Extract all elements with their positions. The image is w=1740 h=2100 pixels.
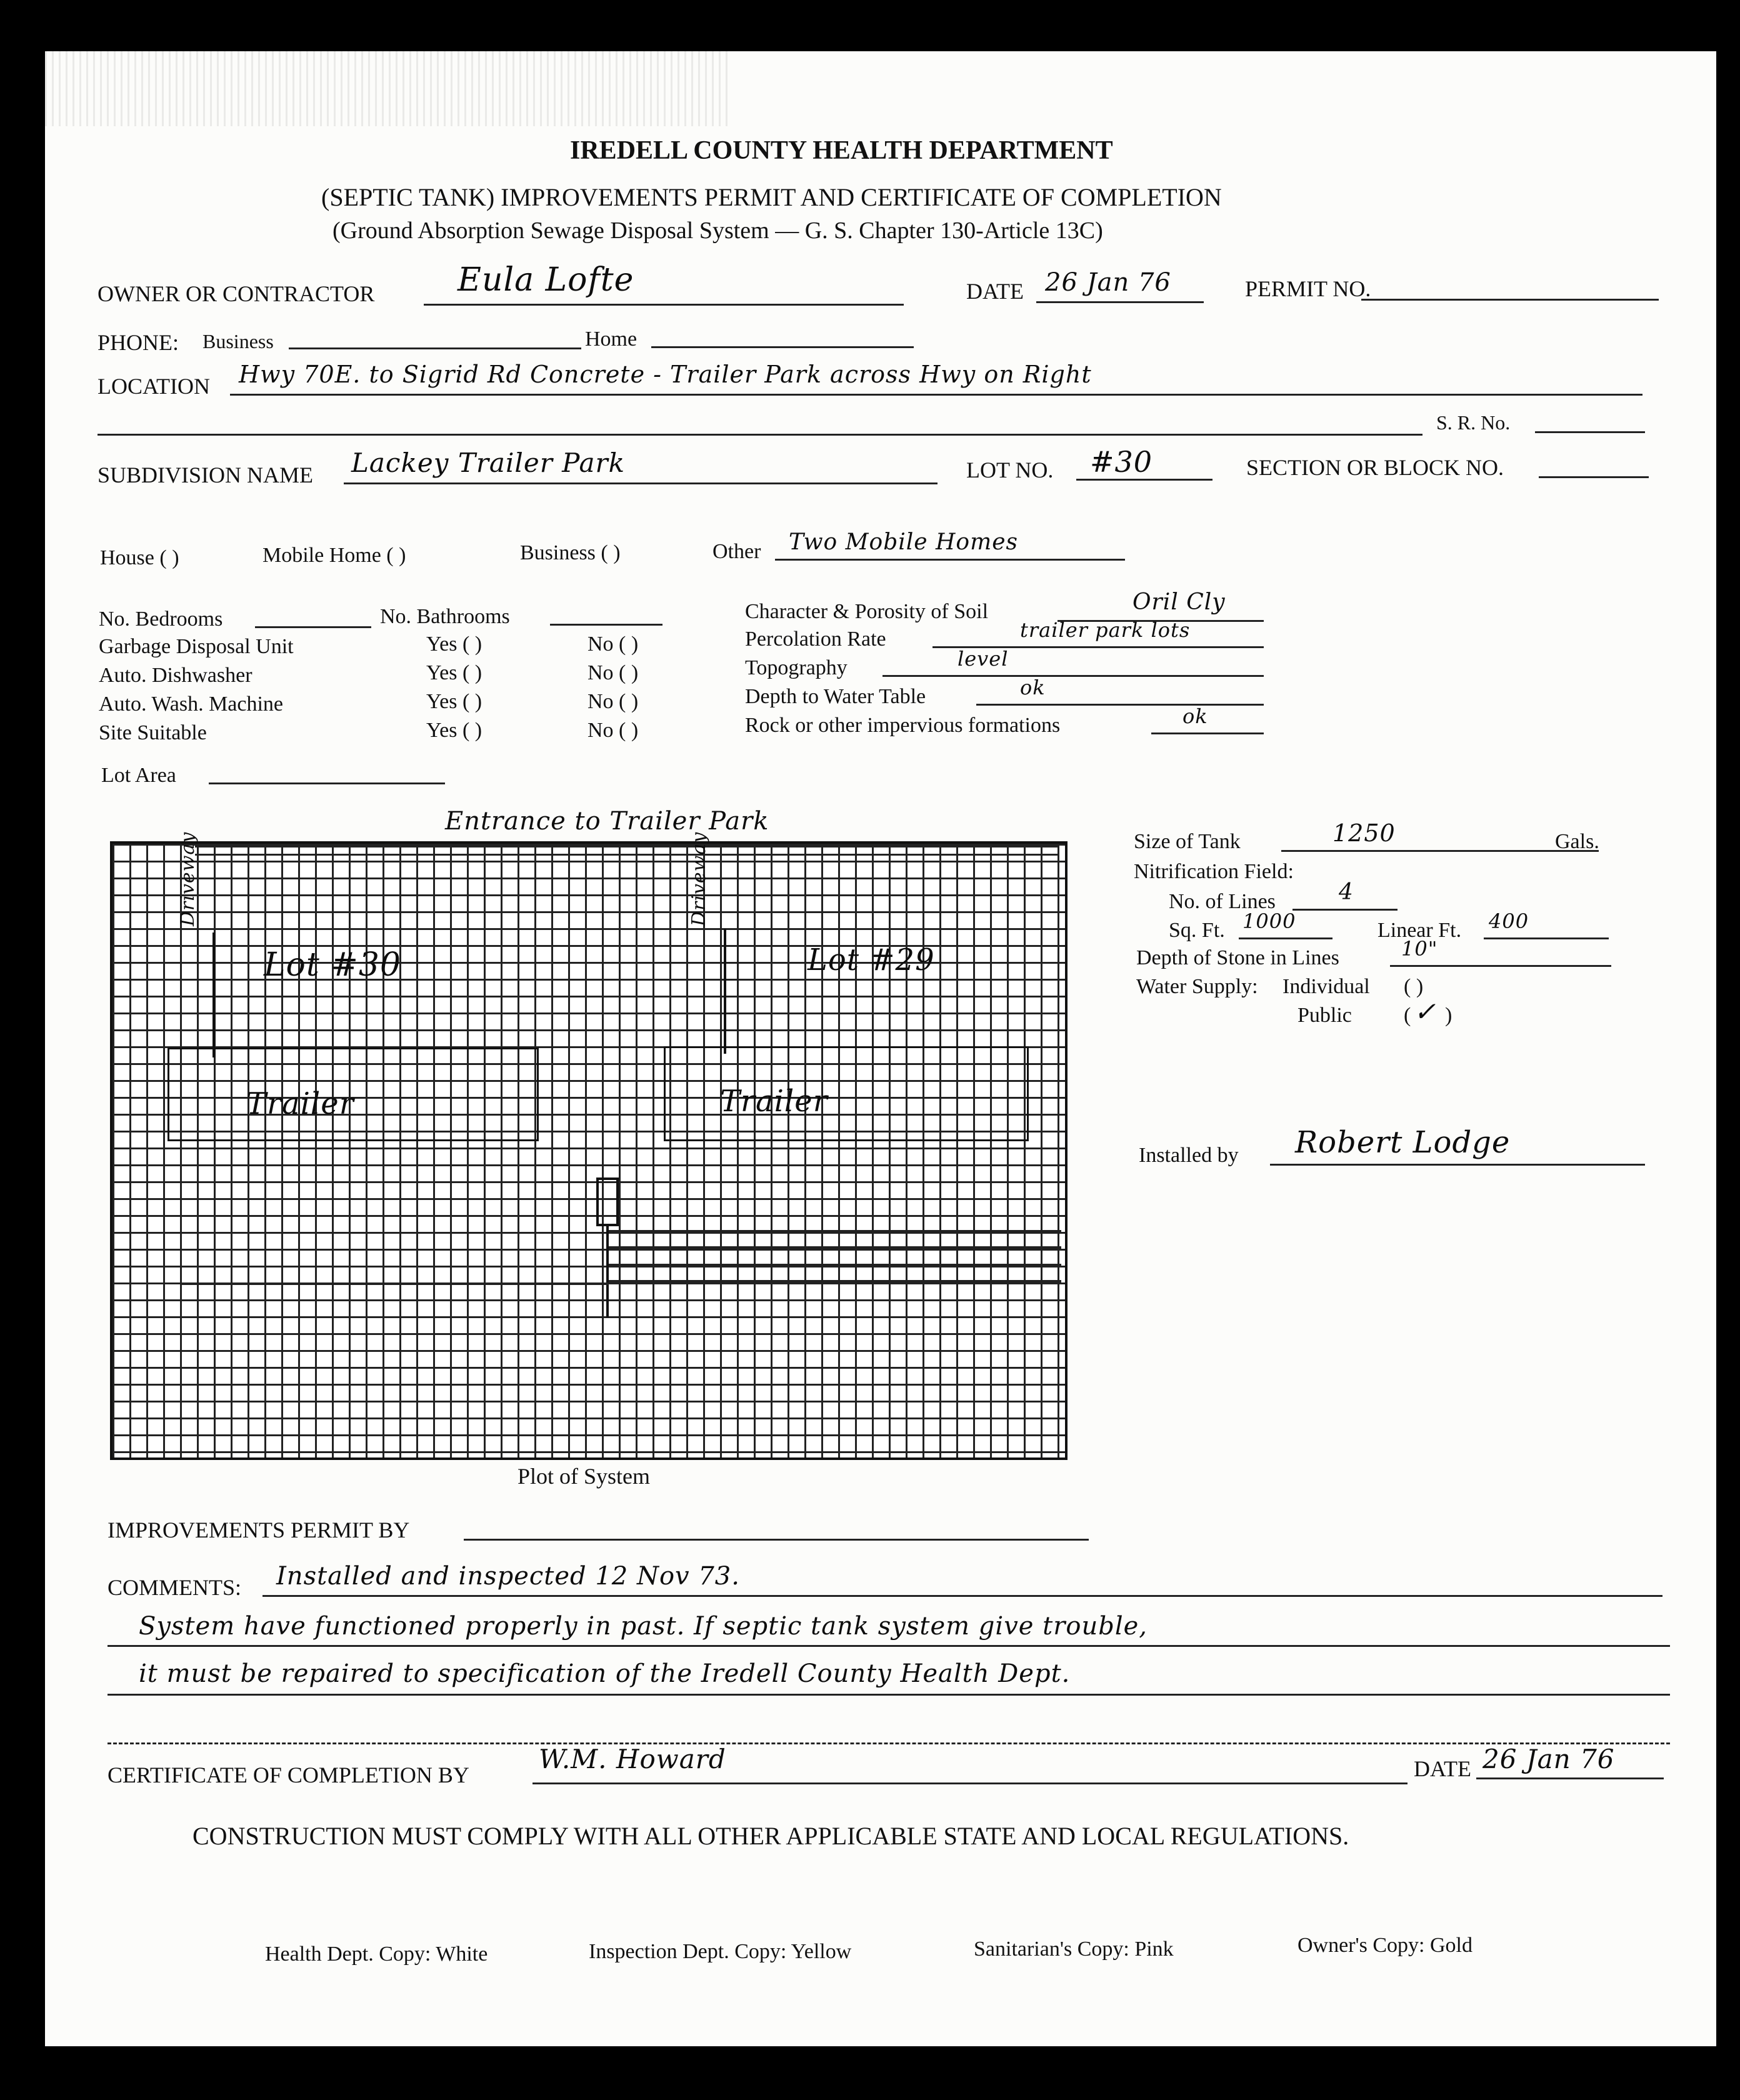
plot-trailer-right-label: Trailer xyxy=(720,1084,828,1119)
sr-no-label: S. R. No. xyxy=(1436,411,1511,434)
date-line xyxy=(1036,301,1204,303)
plot-field-line-1 xyxy=(609,1230,1061,1232)
other-value: Two Mobile Homes xyxy=(789,529,1018,555)
water-supply-label: Water Supply: xyxy=(1136,975,1258,998)
copy-owner: Owner's Copy: Gold xyxy=(1298,1934,1473,1957)
installed-by-label: Installed by xyxy=(1139,1144,1239,1167)
copy-inspection: Inspection Dept. Copy: Yellow xyxy=(589,1940,852,1963)
business-option: Business ( ) xyxy=(520,541,621,564)
plot-lot-left: Lot #30 xyxy=(264,946,402,984)
phone-business-label: Business xyxy=(202,330,274,352)
plot-driveway-right: Driveway xyxy=(688,831,710,926)
other-label: Other xyxy=(712,540,761,563)
form-subtitle: (Ground Absorption Sewage Disposal System — G. S. Chapter 130-Article 13C) xyxy=(332,218,1103,244)
lot-no-line xyxy=(1076,479,1212,481)
phone-label: PHONE: xyxy=(98,330,179,355)
lot-area-label: Lot Area xyxy=(101,764,176,787)
topography-value: level xyxy=(958,647,1009,671)
cert-date-value: 26 Jan 76 xyxy=(1482,1744,1615,1774)
certificate-by-line xyxy=(532,1782,1408,1784)
installed-by-line xyxy=(1270,1164,1645,1166)
lines-label: No. of Lines xyxy=(1169,890,1276,913)
permit-form xyxy=(45,51,1716,2046)
plot-entrance-road-2 xyxy=(195,854,1058,856)
plot-field-line-3 xyxy=(609,1264,1061,1266)
percolation-label: Percolation Rate xyxy=(745,628,886,651)
comments-line-1 xyxy=(262,1595,1662,1597)
plot-field-line-4 xyxy=(609,1280,1061,1282)
dishwasher-label: Auto. Dishwasher xyxy=(99,664,252,687)
lines-value: 4 xyxy=(1339,879,1354,905)
section-line xyxy=(1539,476,1649,478)
date-label: DATE xyxy=(966,279,1024,304)
bedrooms-line xyxy=(255,626,371,628)
sqft-line xyxy=(1239,938,1332,939)
location-line-2 xyxy=(98,434,1422,436)
certificate-by-label: CERTIFICATE OF COMPLETION BY xyxy=(108,1762,469,1788)
nitrification-label: Nitrification Field: xyxy=(1134,860,1294,883)
department-title: IREDELL COUNTY HEALTH DEPARTMENT xyxy=(570,136,1113,165)
rock-label: Rock or other impervious formations xyxy=(745,714,1061,737)
lot-no-value: #30 xyxy=(1090,445,1153,479)
water-individual-label: Individual xyxy=(1282,975,1370,998)
owner-label: OWNER OR CONTRACTOR xyxy=(98,281,375,306)
owner-value: Eula Lofte xyxy=(458,261,634,299)
stone-depth-label: Depth of Stone in Lines xyxy=(1136,946,1339,969)
permit-no-line xyxy=(1361,299,1659,301)
phone-home-line xyxy=(651,346,914,348)
linear-ft-line xyxy=(1484,938,1609,939)
location-value: Hwy 70E. to Sigrid Rd Concrete - Trailer Park across Hwy on Right xyxy=(239,361,1092,388)
water-public-open: ( xyxy=(1404,1004,1411,1027)
garbage-label: Garbage Disposal Unit xyxy=(99,635,294,658)
site-suitable-no: No ( ) xyxy=(588,719,639,742)
water-public-label: Public xyxy=(1298,1004,1352,1027)
stone-depth-value: 10" xyxy=(1401,937,1438,961)
date-value: 26 Jan 76 xyxy=(1045,268,1171,297)
comments-line-2 xyxy=(108,1645,1670,1647)
comments-label: COMMENTS: xyxy=(108,1575,242,1600)
dishwasher-yes: Yes ( ) xyxy=(426,661,482,684)
permit-no-label: PERMIT NO. xyxy=(1245,276,1371,301)
comments-value-1: Installed and inspected 12 Nov 73. xyxy=(276,1562,740,1591)
wash-machine-yes: Yes ( ) xyxy=(426,690,482,713)
improvements-by-line xyxy=(464,1539,1089,1541)
improvements-by-label: IMPROVEMENTS PERMIT BY xyxy=(108,1518,410,1542)
subdivision-value: Lackey Trailer Park xyxy=(351,448,626,478)
garbage-yes: Yes ( ) xyxy=(426,632,482,656)
plot-lot-right: Lot #29 xyxy=(808,942,935,978)
linear-ft-value: 400 xyxy=(1489,909,1529,933)
copy-sanitarian: Sanitarian's Copy: Pink xyxy=(974,1938,1174,1961)
wash-machine-no: No ( ) xyxy=(588,690,639,713)
owner-line xyxy=(424,304,904,306)
subdivision-label: SUBDIVISION NAME xyxy=(98,462,314,488)
site-suitable-yes: Yes ( ) xyxy=(426,719,482,742)
comments-line-3 xyxy=(108,1694,1670,1696)
dishwasher-no: No ( ) xyxy=(588,661,639,684)
garbage-no: No ( ) xyxy=(588,632,639,656)
mobile-home-option: Mobile Home ( ) xyxy=(262,544,406,567)
plot-tank-pipe xyxy=(606,1224,611,1318)
sqft-label: Sq. Ft. xyxy=(1169,919,1225,942)
plot-caption: Plot of System xyxy=(518,1464,651,1489)
lot-area-line xyxy=(209,782,445,784)
other-line xyxy=(775,559,1125,561)
lot-no-label: LOT NO. xyxy=(966,458,1054,482)
percolation-value: trailer park lots xyxy=(1020,618,1191,642)
bathrooms-label: No. Bathrooms xyxy=(380,605,510,628)
topography-line xyxy=(882,675,1264,677)
gals-label: Gals. xyxy=(1555,830,1599,853)
plot-grid xyxy=(110,841,1068,1460)
rock-value: ok xyxy=(1182,704,1208,728)
location-line-1 xyxy=(230,394,1642,396)
site-suitable-label: Site Suitable xyxy=(99,721,207,744)
tank-size-label: Size of Tank xyxy=(1134,830,1241,853)
soil-value: Oril Cly xyxy=(1132,589,1226,615)
water-table-value: ok xyxy=(1020,676,1046,699)
bathrooms-line xyxy=(550,624,662,626)
copy-health: Health Dept. Copy: White xyxy=(265,1942,488,1966)
comments-value-3: it must be repaired to specification of the Iredell County Health Dept. xyxy=(139,1659,1071,1688)
water-public-mark: ✓ xyxy=(1414,996,1437,1027)
cert-date-label: DATE xyxy=(1414,1756,1471,1781)
location-label: LOCATION xyxy=(98,374,210,399)
subdivision-line xyxy=(344,482,938,484)
wash-machine-label: Auto. Wash. Machine xyxy=(99,692,284,716)
plot-entrance-road xyxy=(195,845,1058,848)
form-title: (SEPTIC TANK) IMPROVEMENTS PERMIT AND CERTIFICATE OF COMPLETION xyxy=(321,183,1222,211)
sqft-value: 1000 xyxy=(1242,909,1296,933)
topography-label: Topography xyxy=(745,656,848,679)
installed-by-value: Robert Lodge xyxy=(1295,1125,1511,1160)
plot-trailer-right xyxy=(664,1046,1029,1141)
phone-business-line xyxy=(289,348,581,349)
plot-trailer-left-label: Trailer xyxy=(246,1086,354,1121)
comments-value-2: System have functioned properly in past. If septic tank system give trouble, xyxy=(139,1612,1148,1641)
phone-home-label: Home xyxy=(585,328,638,351)
tank-size-value: 1250 xyxy=(1332,819,1396,847)
cert-date-line xyxy=(1476,1778,1664,1779)
plot-septic-tank xyxy=(596,1178,619,1226)
linear-ft-label: Linear Ft. xyxy=(1378,919,1462,942)
rock-line xyxy=(1151,732,1264,734)
section-label: SECTION OR BLOCK NO. xyxy=(1246,455,1504,480)
water-table-line xyxy=(976,704,1264,706)
certificate-by-value: W.M. Howard xyxy=(539,1744,726,1774)
tank-size-line xyxy=(1281,850,1599,852)
water-individual-check: ( ) xyxy=(1404,975,1424,998)
compliance-notice: CONSTRUCTION MUST COMPLY WITH ALL OTHER APPLICABLE STATE AND LOCAL REGULATIONS. xyxy=(192,1822,1349,1850)
house-option: House ( ) xyxy=(100,546,179,569)
comments-line-4 xyxy=(108,1742,1670,1744)
plot-entrance-label: Entrance to Trailer Park xyxy=(445,807,769,836)
water-public-close: ) xyxy=(1445,1004,1452,1027)
water-table-label: Depth to Water Table xyxy=(745,685,926,708)
scan-noise xyxy=(45,51,732,126)
plot-main-line xyxy=(180,1282,609,1285)
plot-driveway-right-line xyxy=(724,929,729,1054)
bedrooms-label: No. Bedrooms xyxy=(99,608,223,631)
plot-field-line-2 xyxy=(609,1246,1061,1249)
sr-no-line xyxy=(1535,431,1645,433)
lines-line xyxy=(1292,909,1398,911)
stone-depth-line xyxy=(1390,965,1611,967)
plot-driveway-left-line xyxy=(212,932,218,1058)
plot-driveway-left: Driveway xyxy=(177,831,199,926)
soil-label: Character & Porosity of Soil xyxy=(745,600,989,623)
